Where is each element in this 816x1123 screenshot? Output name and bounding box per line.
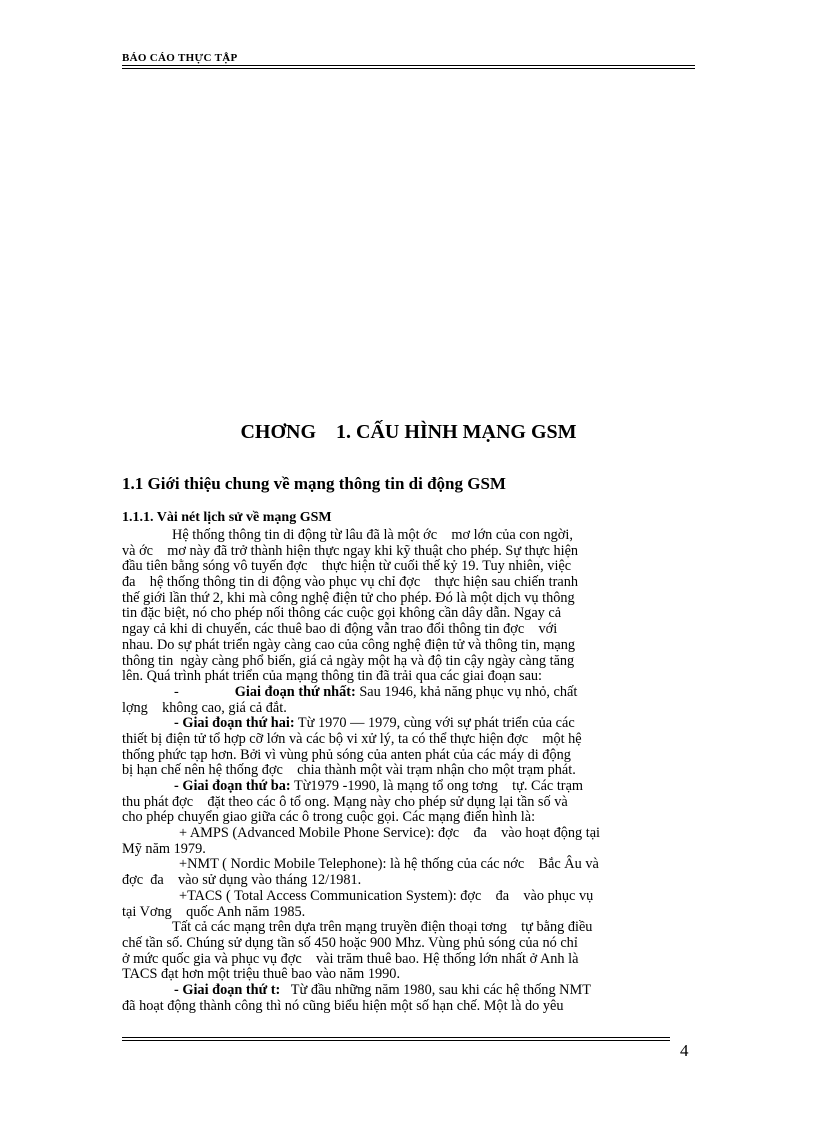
- list-dash: -: [174, 683, 179, 700]
- text-line: thế giới lần thứ 2, khi mà công nghệ điện tử cho phép. Đó là một dịch vụ thông: [122, 589, 575, 606]
- stage-4-text: Từ đầu những năm 1980, sau khi các hệ thống NMT: [280, 981, 591, 998]
- text-line: nhau. Do sự phát triển ngày càng cao của công nghệ điện tử và thông tin, mạng: [122, 636, 576, 653]
- text-line: tại Vơng quốc Anh năm 1985.: [122, 903, 306, 920]
- text-line: chế tần số. Chúng sử dụng tần số 450 hoặc 900 Mhz. Vùng phủ sóng của nó chỉ: [122, 934, 578, 951]
- body-text: [122, 528, 695, 1014]
- text-line: đa hệ thống thông tin di động vào phục vụ chỉ đợc thực hiện sau chiến tranh: [122, 574, 579, 591]
- stage-4-label: - Giai đoạn thứ t:: [174, 981, 281, 998]
- text-line: tin đặc biệt, nó cho phép nối thông các cuộc gọi không cần dây dẫn. Ngay cả: [122, 605, 562, 622]
- paragraph-stage-1: [122, 685, 695, 701]
- chapter-title: CHƠNG 1. CẤU HÌNH MẠNG GSM: [240, 421, 577, 443]
- text-line: bị hạn chế nên hệ thống đợc chia thành một vài trạm nhận cho một trạm phát.: [122, 762, 576, 779]
- list-item-tacs: +TACS ( Total Access Communication System): đợc đa vào phục vụ: [179, 887, 594, 904]
- paragraph-stage-4: [122, 983, 695, 999]
- section-heading: 1.1 Giới thiệu chung về mạng thông tin di động GSM: [122, 474, 506, 493]
- text-line: thông tin ngày càng phổ biến, giá cả ngày một hạ và độ tin cậy ngày càng tăng: [122, 652, 575, 669]
- text-line: thiết bị điện tử tổ hợp cỡ lớn và các bộ vi xử lý, ta có thể thực hiện đợc một hệ: [122, 730, 582, 747]
- stage-1-label: Giai đoạn thứ nhất:: [234, 683, 356, 700]
- text-line: Hệ thống thông tin di động từ lâu đã là một ớc mơ lớn của con ngời,: [172, 527, 573, 543]
- stage-2-text: Từ 1970 — 1979, cùng với sự phát triển của các: [294, 715, 575, 732]
- list-item-amps: + AMPS (Advanced Mobile Phone Service): đợc đa vào hoạt động tại: [179, 825, 601, 842]
- header-rule-bottom: [122, 68, 695, 69]
- text-line: thống phức tạp hơn. Bởi vì vùng phủ sóng của anten phát của các máy di động: [122, 746, 571, 763]
- text-line: và ớc mơ này đã trở thành hiện thực ngay khi kỹ thuật cho phép. Sự thực hiện: [122, 542, 579, 559]
- text-line: lợng không cao, giá cả đắt.: [122, 699, 287, 716]
- header-title: BÁO CÁO THỰC TẬP: [122, 52, 238, 64]
- list-item-nmt: +NMT ( Nordic Mobile Telephone): là hệ thống của các nớc Bắc Âu và: [179, 856, 599, 873]
- text-line: Tất cả các mạng trên dựa trên mạng truyền điện thoại tơng tự bằng điều: [172, 919, 593, 936]
- text-line: lên. Quá trình phát triển của mạng thông tin đã trải qua các giai đoạn sau:: [122, 668, 543, 685]
- text-line: ngay cả khi di chuyển, các thuê bao di động vẫn trao đổi thông tin đợc với: [122, 621, 558, 638]
- text-line: đầu tiên bằng sóng vô tuyến đợc thực hiện từ cuối thế kỷ 19. Tuy nhiên, việc: [122, 558, 572, 575]
- page-header: [122, 52, 695, 69]
- stage-1-text: Sau 1946, khả năng phục vụ nhỏ, chất: [355, 683, 578, 700]
- text-line: cho phép chuyển giao giữa các ô trong cuộc gọi. Các mạng điển hình là:: [122, 809, 536, 826]
- text-line: ở mức quốc gia và phục vụ đợc vài trăm thuê bao. Hệ thống lớn nhất ở Anh là: [122, 950, 579, 967]
- page-number: 4: [680, 1041, 689, 1060]
- stage-3-text: Từ1979 -1990, là mạng tổ ong tơng tự. Các trạm: [290, 778, 584, 794]
- page-footer: [122, 1037, 670, 1041]
- text-line: TACS đạt hơn một triệu thuê bao vào năm 1990.: [122, 966, 401, 983]
- subsection-heading: 1.1.1. Vài nét lịch sử về mạng GSM: [122, 510, 332, 525]
- text-line: đợc đa vào sử dụng vào tháng 12/1981.: [122, 872, 362, 889]
- text-line: đã hoạt động thành công thì nó cũng biểu hiện một số hạn chế. Một là do yêu: [122, 997, 564, 1014]
- paragraph-stage-3: [122, 779, 695, 795]
- text-line: Mỹ năm 1979.: [122, 840, 206, 857]
- footer-rule-bottom: [122, 1040, 670, 1041]
- text-line: thu phát đợc đặt theo các ô tổ ong. Mạng này cho phép sử dụng lại tần số và: [122, 793, 568, 810]
- paragraph-stage-2: [122, 716, 695, 732]
- stage-3-label: - Giai đoạn thứ ba:: [174, 778, 291, 794]
- stage-2-label: - Giai đoạn thứ hai:: [174, 715, 295, 732]
